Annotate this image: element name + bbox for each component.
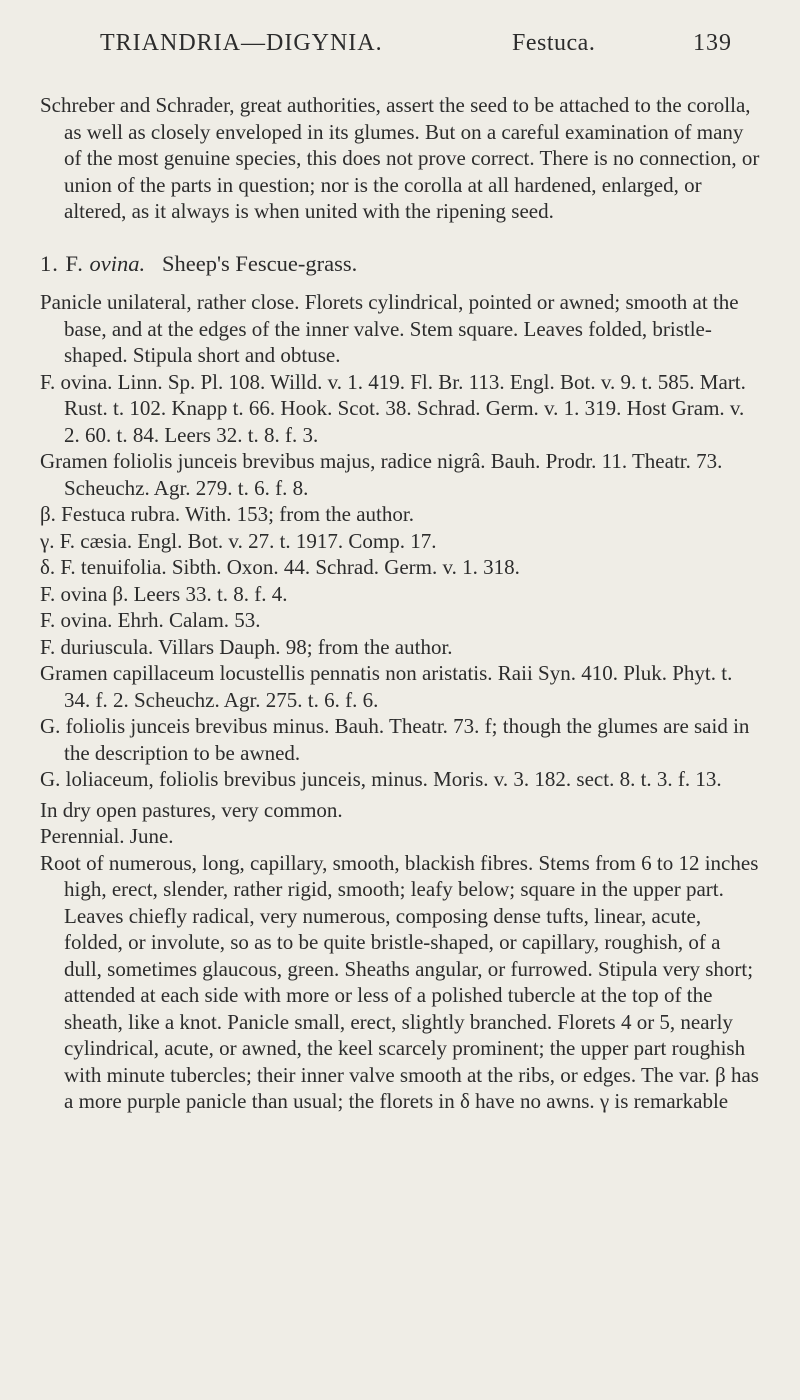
synonym-entry: G. foliolis junceis brevibus minus. Bauh. Theatr. 73. f; though the glumes are said in the description to be awned. — [40, 714, 750, 765]
synonym-entry: δ. F. tenuifolia. Sibth. Oxon. 44. Schrad. Germ. v. 1. 318. — [40, 555, 520, 579]
synonym-entry: F. ovina. Linn. Sp. Pl. 108. Willd. v. 1. 419. Fl. Br. 113. Engl. Bot. v. 9. t. 585. Mart. Rust. t. 102. Knapp t. 66. Hook. Scot. 38. Schrad. Germ. v. 1. 319. Host Gram. v. 2. 60. t. 84. Leers 32. t. 8. f. 3. — [40, 369, 746, 447]
synonym-entry: F. ovina β. Leers 33. t. 8. f. 4. — [40, 581, 288, 606]
page-number: 139 — [693, 30, 732, 56]
body-text — [40, 92, 762, 1115]
species-heading — [40, 251, 762, 278]
intro-paragraph: Schreber and Schrader, great authorities, assert the seed to be attached to the corolla, as well as closely enveloped in its glumes. But on a careful examination of many of the most genuine species, this does not prove correct. There is no connection, or union of the parts in question; nor is the corolla at all hardened, enlarged, or altered, as it always is when united with the ripening seed. — [40, 93, 760, 223]
species-latin-name: ovina. — [89, 250, 146, 276]
species-common-name: Sheep's Fescue-grass. — [161, 250, 358, 276]
duration-line: Perennial. June. — [40, 824, 174, 848]
running-genus: Festuca. — [512, 30, 596, 56]
synonym-entry: Gramen foliolis junceis brevibus majus, radice nigrâ. Bauh. Prodr. 11. Theatr. 73. Scheuchz. Agr. 279. t. 6. f. 8. — [40, 449, 723, 500]
synonym-entry: β. Festuca rubra. With. 153; from the author. — [40, 502, 414, 526]
running-head — [40, 22, 762, 64]
synonym-list — [40, 369, 762, 793]
species-description: Panicle unilateral, rather close. Florets cylindrical, pointed or awned; smooth at the base, and at the edges of the inner valve. Stem square. Leaves folded, bristle-shaped. Stipula short and obtuse. — [40, 290, 739, 367]
synonym-entry: F. duriuscula. Villars Dauph. 98; from the author. — [40, 634, 453, 659]
synonym-entry: F. ovina. Ehrh. Calam. 53. — [40, 608, 261, 632]
root-description: Root of numerous, long, capillary, smooth, blackish fibres. Stems from 6 to 12 inches high, erect, slender, rather rigid, smooth; leafy below; square in the upper part. Leaves chiefly radical, very numerous, composing dense tufts, linear, acute, folded, or involute, so as to be quite bristle-shaped, or capillary, roughish, of a dull, sometimes glaucous, green. Sheaths angular, or furrowed. Stipula very short; attended at each side with more or less of a polished tubercle at the top of the sheath, like a knot. Panicle small, erect, slightly branched. Florets 4 or 5, nearly cylindrical, acute, or awned, the keel scarcely prominent; the upper part roughish with minute tubercles; their inner valve smooth at the ribs, or edges. The var. β has a more purple panicle than usual; the florets in δ have no awns. γ is remarkable — [40, 850, 759, 1113]
running-title: TRIANDRIA—DIGYNIA. — [100, 30, 383, 56]
synonym-entry: Gramen capillaceum locustellis pennatis non aristatis. Raii Syn. 410. Pluk. Phyt. t. 34. f. 2. Scheuchz. Agr. 275. t. 6. f. 6. — [40, 661, 733, 712]
habitat-line: In dry open pastures, very common. — [40, 797, 343, 822]
synonym-entry: G. loliaceum, foliolis brevibus junceis, minus. Moris. v. 3. 182. sect. 8. t. 3. f. 13. — [40, 767, 722, 791]
species-number: 1. F. — [40, 250, 84, 276]
synonym-entry: γ. F. cæsia. Engl. Bot. v. 27. t. 1917. Comp. 17. — [40, 528, 437, 553]
